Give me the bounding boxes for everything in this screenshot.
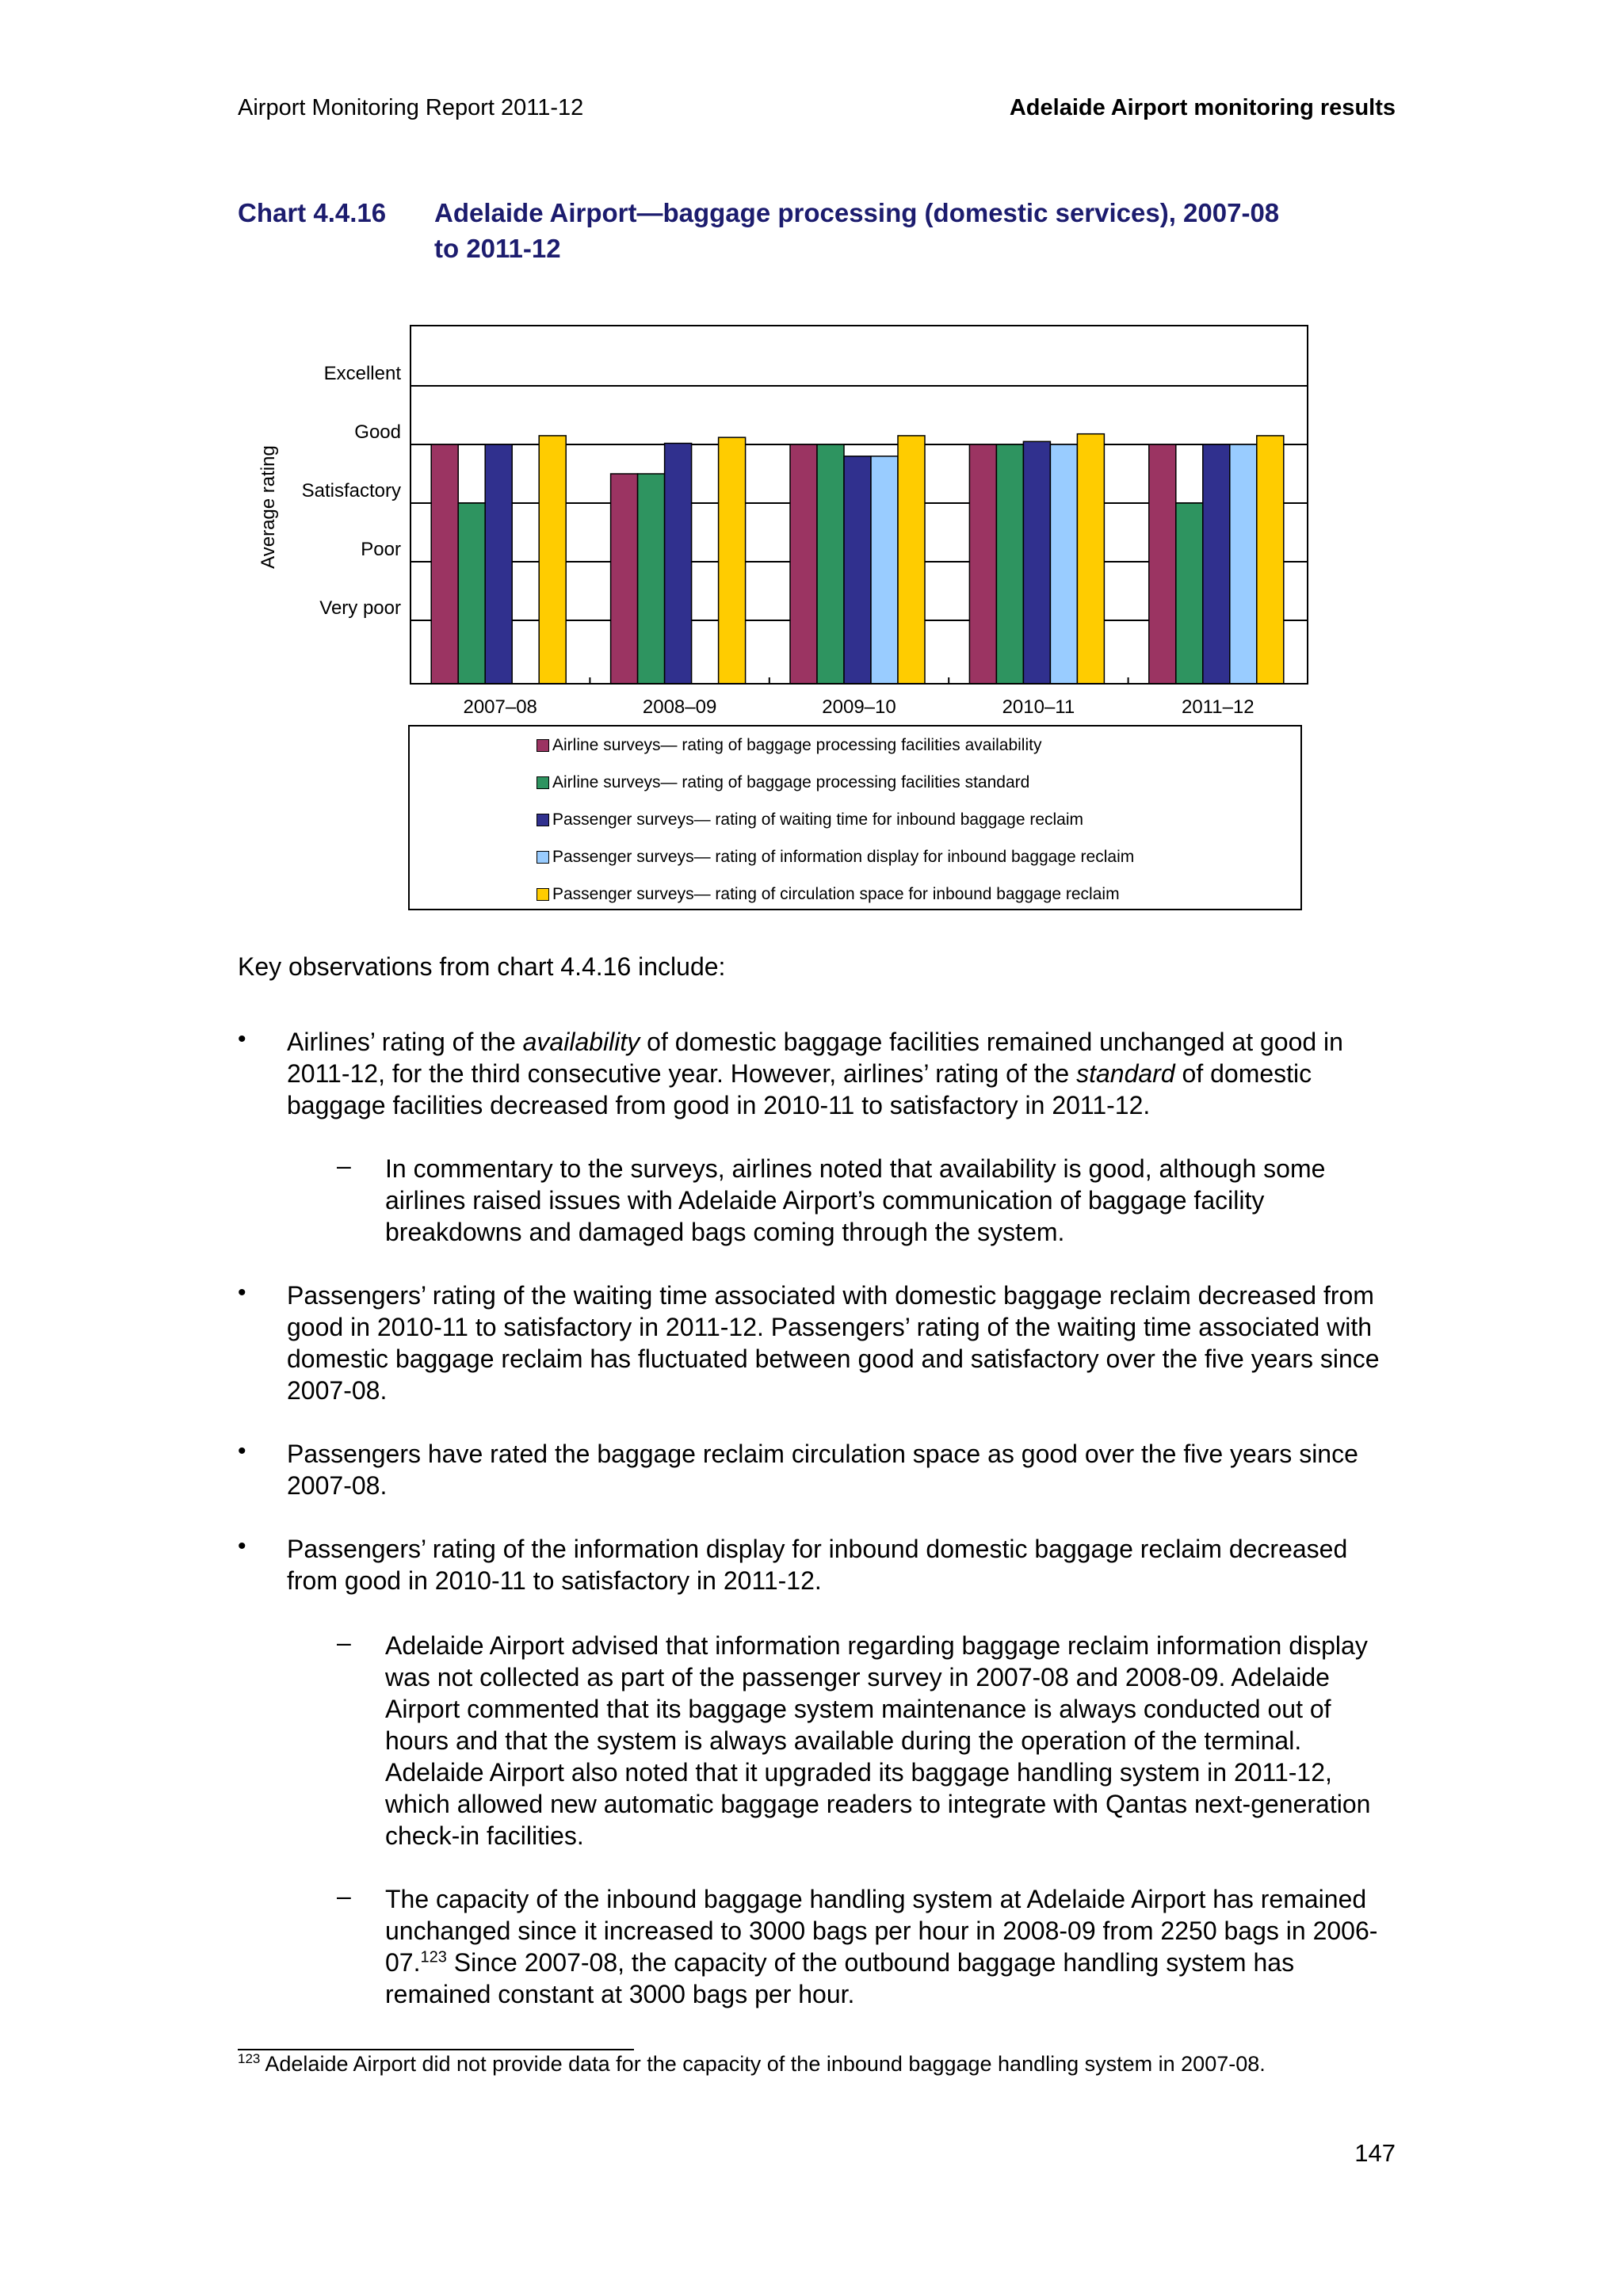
bullet-marker: •	[238, 1533, 246, 1559]
legend-swatch	[537, 888, 549, 901]
y-tick-label: Very poor	[319, 597, 401, 619]
x-tick-label: 2008–09	[642, 696, 717, 717]
legend-label: Passenger surveys— rating of waiting time for inbound baggage reclaim	[552, 810, 1084, 829]
bar	[1149, 444, 1176, 684]
bullet-marker: •	[238, 1280, 246, 1306]
dash-text-1: In commentary to the surveys, airlines noted that availability is good, although some airlines raised issues with Adelaide Airport’s communication of baggage facility breakdowns and damaged bags coming through the system.	[385, 1154, 1326, 1246]
observations-intro: Key observations from chart 4.4.16 include:	[238, 952, 726, 981]
bar	[719, 437, 746, 684]
running-header-left: Airport Monitoring Report 2011-12	[238, 95, 584, 120]
legend-item	[537, 848, 1134, 867]
bar	[1077, 434, 1104, 684]
bar	[1176, 503, 1203, 684]
x-tick-label: 2007–08	[463, 696, 537, 717]
dash-marker: –	[337, 1151, 351, 1180]
x-tick-label: 2009–10	[822, 696, 896, 717]
bar	[969, 444, 996, 684]
dash-marker: –	[337, 1628, 351, 1657]
legend-item	[537, 885, 1120, 904]
legend-swatch	[537, 739, 549, 752]
bar	[790, 444, 817, 684]
bullet-text-4: Passengers’ rating of the information display for inbound domestic baggage reclaim decreased from good in 2010-11 to satisfactory in 2011-12.	[287, 1535, 1348, 1595]
legend-label: Airline surveys— rating of baggage processing facilities availability	[552, 736, 1042, 754]
bar	[1050, 444, 1077, 684]
chart-title-text: Adelaide Airport—baggage processing (domestic services), 2007-08 to 2011-12	[434, 198, 1280, 263]
bullet-text-2: Passengers’ rating of the waiting time associated with domestic baggage reclaim decreased from good in 2010-11 to satisfactory in 2011-12. Passengers’ rating of the waiting time associated with domestic baggage reclaim has fluctuated between good and satisfactory over the five years since 2007-08.	[287, 1281, 1380, 1405]
legend-swatch	[537, 814, 549, 826]
x-tick-label: 2011–12	[1181, 696, 1254, 717]
bullet-text-1: Airlines’ rating of the availability of domestic baggage facilities remained unchanged at good in 2011-12, for the third consecutive year. However, airlines’ rating of the standard of domestic baggage facilities decreased from good in 2010-11 to satisfactory in 2011-12.	[287, 1028, 1343, 1119]
bar	[431, 444, 458, 684]
legend-swatch	[537, 776, 549, 789]
bar	[996, 444, 1023, 684]
x-tick-label: 2010–11	[1002, 696, 1075, 717]
y-tick-label: Poor	[361, 539, 401, 560]
legend-item	[537, 810, 1083, 830]
y-tick-label: Excellent	[323, 363, 401, 384]
dash-marker: –	[337, 1882, 351, 1910]
legend-label: Airline surveys— rating of baggage processing facilities standard	[552, 773, 1030, 791]
running-header-right: Adelaide Airport monitoring results	[1009, 95, 1396, 120]
bar	[665, 444, 692, 684]
legend-label: Passenger surveys— rating of information display for inbound baggage reclaim	[552, 848, 1135, 866]
bar	[638, 474, 665, 684]
bar-chart	[238, 313, 1316, 717]
legend-item	[537, 773, 1029, 792]
bullet-text-3: Passengers have rated the baggage reclaim circulation space as good over the five years since 2007-08.	[287, 1440, 1358, 1500]
bar	[611, 474, 638, 684]
legend-label: Passenger surveys— rating of circulation space for inbound baggage reclaim	[552, 885, 1120, 903]
bullet-marker: •	[238, 1026, 246, 1052]
y-tick-labels	[302, 363, 402, 619]
dash-text-2: Adelaide Airport advised that information regarding baggage reclaim information display was not collected as part of the passenger survey in 2007-08 and 2008-09. Adelaide Airport commented that its baggage system maintenance is always conducted out of hours and that the system is always available during the operation of the terminal. Adelaide Airport also noted that it upgraded its baggage handling system in 2011-12, which allowed new automatic baggage readers to integrate with Qantas next-generation check-in facilities.	[385, 1631, 1371, 1850]
legend-swatch	[537, 851, 549, 864]
bar	[1023, 441, 1050, 684]
page-number: 147	[1354, 2139, 1396, 2167]
chart-legend	[408, 725, 1302, 910]
y-tick-label: Satisfactory	[301, 480, 401, 502]
bar	[898, 436, 925, 684]
legend-item	[537, 736, 1041, 755]
dash-text-3: The capacity of the inbound baggage handling system at Adelaide Airport has remained unchanged since it increased to 3000 bags per hour in 2008-09 from 2250 bags in 2006-07.$^{123}$ Since 2007-08, the capacity of the outbound baggage handling system has remained constant at 3000 bags per hour.	[385, 1885, 1378, 2008]
bar	[1230, 444, 1257, 684]
bar	[458, 503, 485, 684]
bar	[485, 444, 512, 684]
bar	[844, 456, 871, 684]
bar	[817, 444, 844, 684]
chart-number: Chart 4.4.16	[238, 198, 387, 227]
y-tick-label: Good	[354, 421, 401, 443]
bar	[1203, 444, 1230, 684]
footnote-rule	[238, 2049, 634, 2050]
bar	[1257, 436, 1284, 684]
footnote: $^{123}$ Adelaide Airport did not provide data for the capacity of the inbound baggage handling system in 2007-08.	[238, 2051, 1266, 2076]
y-axis-label: Average rating	[258, 445, 279, 569]
chart-bars	[431, 434, 1284, 684]
bar	[871, 456, 898, 684]
bar	[539, 436, 566, 684]
bullet-marker: •	[238, 1438, 246, 1464]
